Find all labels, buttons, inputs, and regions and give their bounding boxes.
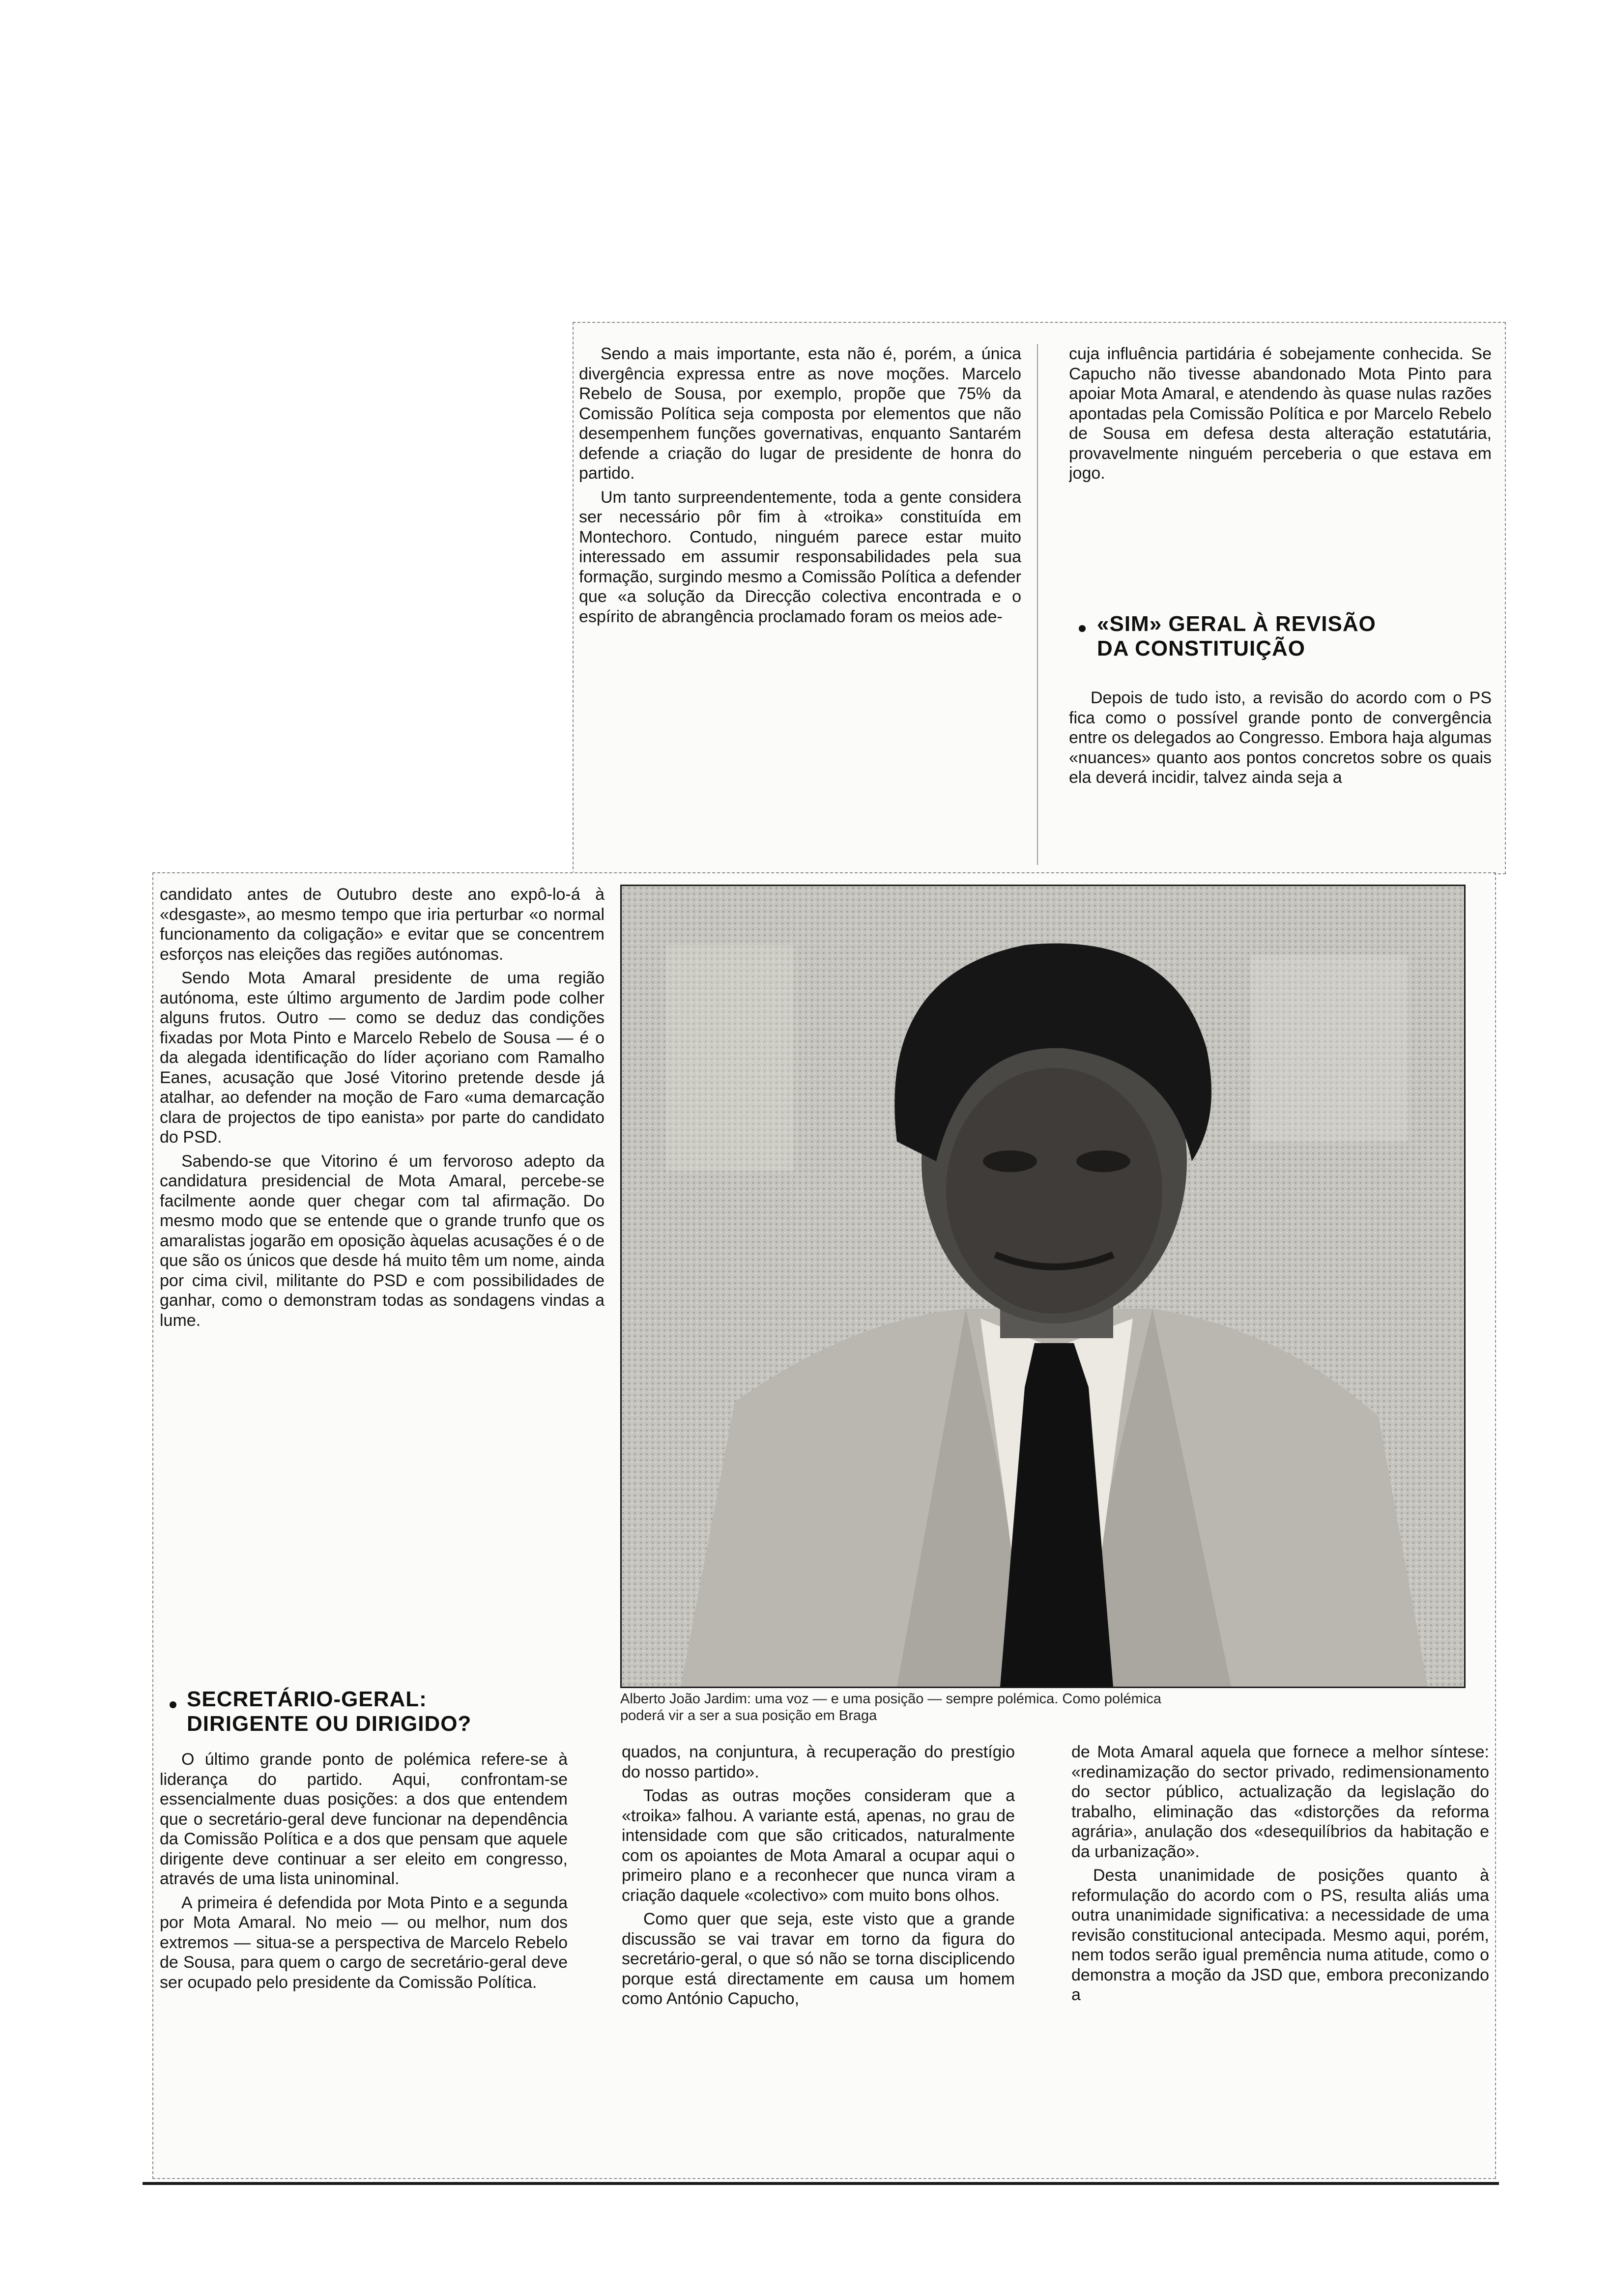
portrait-photo (620, 885, 1466, 1688)
photo-caption: Alberto João Jardim: uma voz — e uma posição — sempre polémica. Como polémica poderá vir a ser a sua posição em Braga (620, 1691, 1161, 1723)
paragraph-divergencias: Sendo a mais importante, esta não é, porém, a única divergência expressa entre as nove moções. Marcelo Rebelo de Sousa, por exemplo, propõe que 75% da Comissão Política seja composta por elementos que não desempenhem funções governativas, enquanto Santarém defende a criação do lugar de presidente de honra do partido. (579, 344, 1021, 483)
top-right-column (1069, 344, 1492, 590)
paragraph-influencia: cuja influência partidária é sobejamente conhecida. Se Capucho não tivesse abandonado Mota Pinto para apoiar Mota Amaral, e atendendo às quase nulas razões apontadas pela Comissão Política e por Marcelo Rebelo de Sousa em defesa desta alteração estatutária, provavelmente ninguém perceberia o que estava em jogo. (1069, 344, 1492, 483)
paragraph-troika: Um tanto surpreendentemente, toda a gente considera ser necessário pôr fim à «troika» constituída em Montechoro. Contudo, ninguém parece estar muito interessado em assumir responsabilidades pela sua formação, surgindo mesmo a Comissão Política a defender que «a solução da Direcção colectiva encontrada e o espírito de abrangência proclamado foram os meios ade- (579, 488, 1021, 626)
paragraph-todas-mocoes: Todas as outras moções consideram que a «troika» falhou. A variante está, apenas, no grau de intensidade com que são criticados, naturalmente com os apoiantes de Mota Amaral a ocupar aqui o primeiro plano e a reconhecer que nunca viram a criação daquele «colectivo» com muito bons olhos. (622, 1786, 1015, 1905)
paragraph-vitorino: Sabendo-se que Vitorino é um fervoroso adepto da candidatura presidencial de Mota Amaral, percebe-se facilmente aonde quer chegar com tal afirmação. Do mesmo modo que se entende que o grande trunfo que os amaralistas jogarão em oposição àquelas acusações é o de que são os únicos que desde há muito têm um nome, ainda por cima civil, militante do PSD e com possibilidades de ganhar, como o demonstram todas as sondagens vindas a lume. (160, 1151, 604, 1330)
heading-bullet (170, 1701, 176, 1708)
left-column (160, 885, 604, 1686)
paragraph-ultimo-ponto: O último grande ponto de polémica refere-se à liderança do partido. Aqui, confrontam-se essencialmente duas posições: a dos que entendem que o secretário-geral deve funcionar na dependência da Comissão Política e a dos que pensam que aquele dirigente deve continuar a ser eleito em congresso, através de uma lista uninominal. (160, 1750, 568, 1888)
bottom-rule (143, 2182, 1499, 2185)
paragraph-quados: quados, na conjuntura, à recuperação do prestígio do nosso partido». (622, 1743, 1015, 1781)
bottom-left-column (160, 1750, 568, 2172)
heading-sim-geral: «SIM» GERAL À REVISÃO DA CONSTITUIÇÃO (1097, 612, 1376, 660)
paragraph-primeira: A primeira é defendida por Mota Pinto e a segunda por Mota Amaral. No meio — ou melhor, num dos extremos — situa-se a perspectiva de Marcelo Rebelo de Sousa, para quem o cargo de secretário-geral deve ser ocupado pelo presidente da Comissão Política. (160, 1893, 568, 1992)
paragraph-sintese: de Mota Amaral aquela que fornece a melhor síntese: «redinamização do sector privado, redimensionamento do sector público, actualização da legislação do trabalho, eliminação das «distorções da reforma agrária», anulação dos «desequilíbrios da habitação e da urbanização». (1071, 1743, 1489, 1861)
bottom-right-column (1071, 1742, 1489, 2172)
paragraph-mota-amaral: Sendo Mota Amaral presidente de uma região autónoma, este último argumento de Jardim pode colher alguns frutos. Outro — como se deduz das condições fixadas por Mota Pinto e Marcelo Rebelo de Sousa — é o da alegada identificação do líder açoriano com Ramalho Eanes, acusação que José Vitorino pretende desde já atalhar, ao defender na moção de Faro «uma demarcação clara de projectos de tipo eanista» por parte do candidato do PSD. (160, 969, 604, 1147)
portrait-illustration (622, 886, 1464, 1687)
heading-bullet (1079, 625, 1086, 632)
top-right-column-2 (1069, 688, 1492, 870)
top-middle-column (579, 344, 1021, 845)
paragraph-candidato: candidato antes de Outubro deste ano expô-lo-á à «desgaste», ao mesmo tempo que iria perturbar «o normal funcionamento da coligação» e evitar que se concentrem esforços nas eleições das regiões autónomas. (160, 885, 604, 964)
paragraph-revisao: Depois de tudo isto, a revisão do acordo com o PS fica como o possível grande ponto de convergência entre os delegados ao Congresso. Embora haja algumas «nuances» quanto aos pontos concretos sobre os quais ela deverá incidir, talvez ainda seja a (1069, 689, 1492, 787)
paragraph-como-quer: Como quer que seja, este visto que a grande discussão se vai travar em torno da figura do secretário-geral, o que só não se torna disciplicendo porque está directamente em causa um homem como António Capucho, (622, 1910, 1015, 2008)
paragraph-unanimidade: Desta unanimidade de posições quanto à reformulação do acordo com o PS, resulta aliás uma outra unanimidade significativa: a necessidade de uma revisão constitucional antecipada. Mesmo aqui, porém, nem todos serão igual premência numa atitude, como o demonstra a moção da JSD que, embora preconizando a (1071, 1866, 1489, 2004)
column-divider (1037, 344, 1038, 865)
heading-secretario-geral: SECRETÁRIO-GERAL: DIRIGENTE OU DIRIGIDO? (187, 1687, 472, 1736)
bottom-middle-column (622, 1742, 1015, 2172)
